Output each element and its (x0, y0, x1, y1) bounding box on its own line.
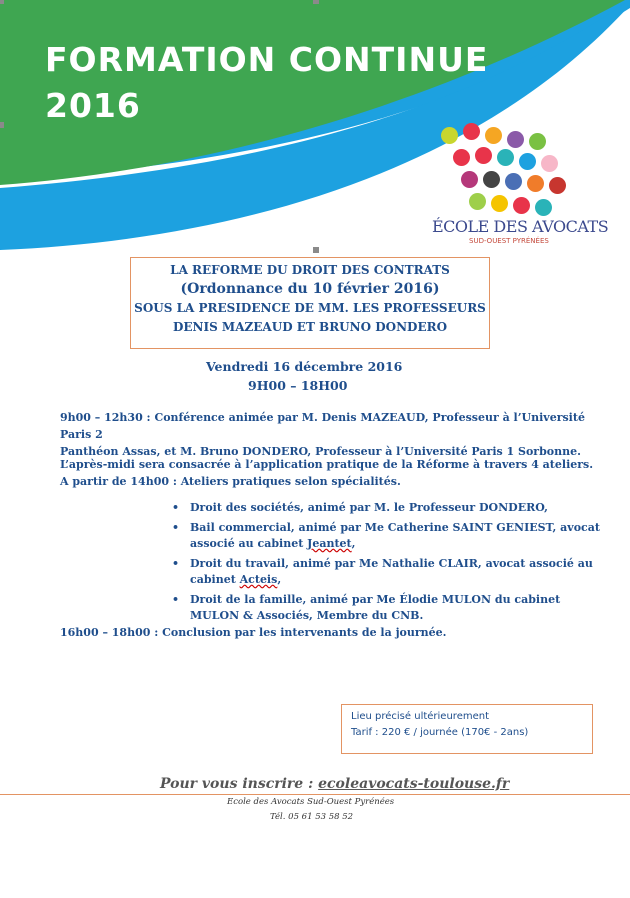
logo-dot (507, 131, 524, 148)
logo-dot (441, 127, 458, 144)
logo-dot (463, 123, 480, 140)
event-hours: 9H00 – 18H00 (248, 378, 348, 393)
logo-dot (485, 127, 502, 144)
venue-text: Lieu précisé ultérieurement (351, 711, 489, 722)
logo-dot (461, 171, 478, 188)
logo-dot (475, 147, 492, 164)
logo-dot (549, 177, 566, 194)
signup-label: Pour vous inscrire : (160, 776, 314, 792)
ecole-des-avocats-logo (427, 115, 609, 255)
morning-line2: Panthéon Assas, et M. Bruno DONDERO, Professeur à l’Université Paris 1 Sorbonne. (60, 445, 581, 458)
morning-line1: 9h00 – 12h30 : Conférence animée par M. Denis MAZEAUD, Professeur à l’Université Paris 2 (60, 411, 585, 441)
title-line4: DENIS MAZEAUD ET BRUNO DONDERO (172, 320, 448, 334)
resize-handle-top[interactable] (313, 0, 319, 4)
logo-subtitle: SUD-OUEST PYRÉNÉES (469, 237, 549, 245)
logo-dot (519, 153, 536, 170)
logo-name: ÉCOLE DES AVOCATS (432, 217, 609, 236)
logo-dot (497, 149, 514, 166)
title-line2: (Ordonnance du 10 février 2016) (180, 281, 440, 297)
workshop-list (172, 500, 612, 628)
conference-title-box (130, 257, 490, 349)
signup-link[interactable]: ecoleavocats-toulouse.fr (318, 776, 510, 792)
resize-handle-bottom[interactable] (313, 247, 319, 253)
firm-name-acteis: Acteis (239, 573, 278, 586)
afternoon-session (60, 456, 610, 490)
logo-dot (491, 195, 508, 212)
venue-price-box (341, 704, 593, 754)
logo-dot (535, 199, 552, 216)
morning-session (60, 409, 610, 460)
afternoon-line1: L’après-midi sera consacrée à l’application pratique de la Réforme à travers 4 ateliers. (60, 458, 594, 471)
logo-dot (541, 155, 558, 172)
list-item: • Bail commercial, animé par Me Catherine SAINT GENIEST, avocat associé au cabinet Jeantet, (172, 520, 612, 552)
logo-dot (469, 193, 486, 210)
logo-dot (527, 175, 544, 192)
resize-handle-top-left[interactable] (0, 0, 4, 4)
footer-org: Ecole des Avocats Sud-Ouest Pyrénées (227, 797, 395, 807)
list-item: • Droit de la famille, animé par Me Élodie MULON du cabinet MULON & Associés, Membre du CNB. (172, 592, 612, 624)
page-title-line2: 2016 (45, 86, 141, 125)
event-date: Vendredi 16 décembre 2016 (206, 359, 403, 374)
list-item: • Droit du travail, animé par Me Nathalie CLAIR, avocat associé au cabinet Acteis, (172, 556, 612, 588)
footer-divider (0, 794, 630, 795)
resize-handle-left[interactable] (0, 122, 4, 128)
signup-line (160, 776, 509, 792)
footer-phone: Tél. 05 61 53 58 52 (270, 812, 354, 822)
page-title-line1: FORMATION CONTINUE (45, 40, 489, 79)
list-item: • Droit des sociétés, animé par M. le Professeur DONDERO, (172, 500, 612, 516)
afternoon-line2: A partir de 14h00 : Ateliers pratiques selon spécialités. (60, 475, 401, 488)
title-line3: SOUS LA PRESIDENCE DE MM. LES PROFESSEURS (134, 301, 486, 315)
conclusion: 16h00 – 18h00 : Conclusion par les intervenants de la journée. (60, 626, 447, 639)
logo-dot (529, 133, 546, 150)
firm-name-jeantet: Jeantet (307, 537, 352, 550)
logo-dot (505, 173, 522, 190)
logo-dot (453, 149, 470, 166)
logo-dot (483, 171, 500, 188)
title-line1: LA REFORME DU DROIT DES CONTRATS (170, 263, 450, 277)
logo-dot (513, 197, 530, 214)
price-text: Tarif : 220 € / journée (170€ - 2ans) (351, 727, 529, 738)
